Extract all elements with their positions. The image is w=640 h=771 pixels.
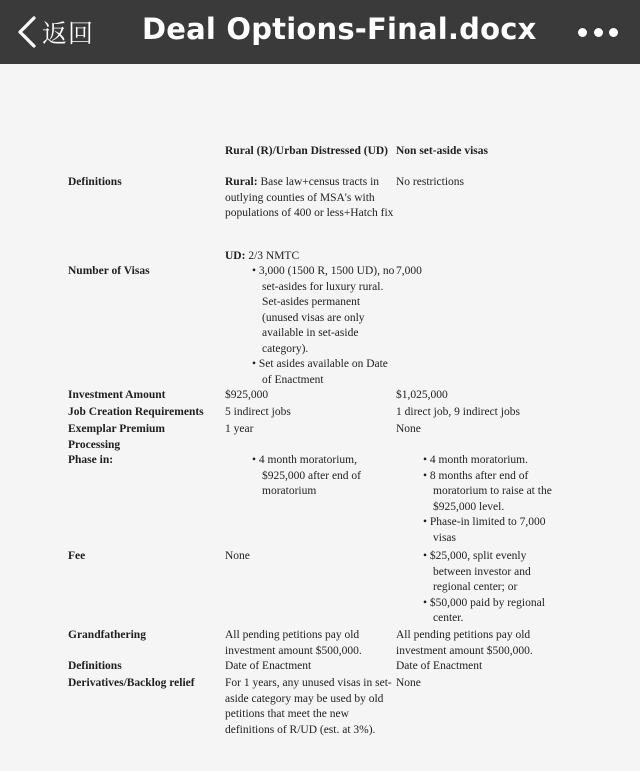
- bullet-list: [396, 453, 566, 546]
- list-item: • $50,000 paid by regional center.: [423, 596, 545, 624]
- row-label: Exemplar Premium Processing: [68, 423, 165, 451]
- cell-value: 5 indirect jobs: [225, 406, 291, 418]
- row-label: Definitions: [68, 176, 122, 188]
- bullet-icon: •: [423, 469, 428, 482]
- ud-term: UD:: [225, 250, 246, 262]
- bullet-icon: •: [423, 454, 428, 466]
- bullet-icon: •: [252, 358, 257, 370]
- list-item: • Phase-in limited to 7,000 visas: [423, 516, 546, 544]
- bullet-icon: •: [423, 516, 428, 528]
- ud-definition-text: 2/3 NMTC: [245, 250, 300, 262]
- cell-value: Date of Enactment: [396, 660, 483, 672]
- bullet-icon: •: [252, 454, 257, 466]
- row-label: Grandfathering: [68, 629, 146, 641]
- back-label: 返回: [42, 19, 95, 48]
- cell-value: Date of Enactment: [225, 660, 312, 672]
- list-item: • $25,000, split evenly between investor and regional center; or: [423, 550, 531, 593]
- more-dot-icon: [594, 28, 603, 37]
- cell-rural-definition: [225, 175, 395, 222]
- bullet-icon: •: [252, 265, 257, 277]
- document-view[interactable]: [0, 64, 640, 771]
- cell-value: None: [396, 677, 421, 689]
- row-label: Job Creation Requirements: [68, 406, 204, 418]
- row-label: Phase in:: [68, 454, 114, 466]
- document-title: Deal Options-Final.docx: [142, 12, 537, 46]
- list-item: • 8 months after end of moratorium to raise at the $925,000 level.: [423, 469, 552, 513]
- cell-value: All pending petitions pay old investment amount $500,000.: [225, 629, 362, 657]
- rural-definition-text: Base law+census tracts in outlying counties of MSA's with populations of 400 or less+Hatch fix: [225, 176, 394, 219]
- cell-value: None: [396, 423, 421, 435]
- more-dot-icon: [609, 28, 618, 37]
- row-label: Definitions: [68, 660, 122, 672]
- more-dot-icon: [578, 28, 587, 37]
- rural-term: Rural:: [225, 176, 258, 188]
- list-item: • 3,000 (1500 R, 1500 UD), no set-asides for luxury rural. Set-asides permanent (unused visas are only available in set-aside category).: [252, 265, 395, 355]
- navigation-bar: [0, 0, 640, 64]
- cell-value: No restrictions: [396, 176, 465, 188]
- row-label: Number of Visas: [68, 265, 150, 277]
- more-options-button[interactable]: [578, 26, 618, 38]
- cell-value: $925,000: [225, 389, 269, 401]
- bullet-list: [225, 264, 395, 388]
- cell-value: All pending petitions pay old investment amount $500,000.: [396, 629, 533, 657]
- row-label: Derivatives/Backlog relief: [68, 677, 195, 689]
- bullet-list: [225, 453, 375, 500]
- back-button[interactable]: [16, 10, 94, 54]
- cell-value: 1 direct job, 9 indirect jobs: [396, 406, 520, 418]
- bullet-icon: •: [423, 550, 428, 562]
- list-item: • 4 month moratorium.: [423, 454, 528, 466]
- column-header-rural-urban: Rural (R)/Urban Distressed (UD): [225, 145, 389, 157]
- column-header-non-set-aside: Non set-aside visas: [396, 145, 489, 157]
- row-label: Investment Amount: [68, 389, 166, 401]
- cell-value: 7,000: [396, 265, 422, 277]
- list-item: • 4 month moratorium, $925,000 after end of moratorium: [252, 454, 361, 497]
- cell-ud-definition: [225, 249, 395, 265]
- cell-value: For 1 years, any unused visas in set-aside category may be used by old petitions that meet the new definitions of R/UD (est. at 3%).: [225, 677, 392, 736]
- bullet-list: [396, 549, 566, 627]
- cell-value: $1,025,000: [396, 389, 448, 401]
- bullet-icon: •: [423, 596, 428, 609]
- row-label: Fee: [68, 550, 86, 562]
- list-item: • Set asides available on Date of Enactment: [252, 358, 388, 386]
- chevron-left-icon: [16, 15, 38, 49]
- cell-value: None: [225, 550, 250, 562]
- cell-value: 1 year: [225, 423, 254, 435]
